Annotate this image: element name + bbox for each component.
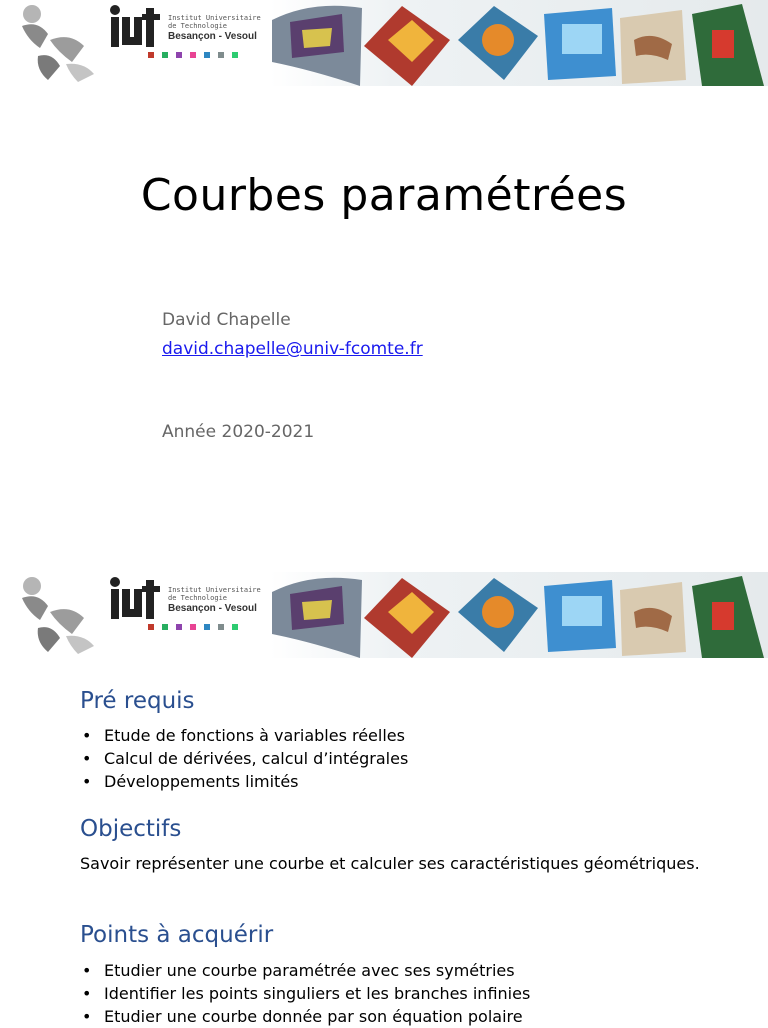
list-item-text: Identifier les points singuliers et les branches infinies <box>104 984 531 1003</box>
institute-name <box>168 14 278 43</box>
bullet-icon: • <box>82 984 92 1003</box>
list-item <box>80 959 530 982</box>
color-dots <box>148 52 238 58</box>
list-item <box>80 1005 530 1028</box>
university-logo-icon <box>18 576 104 656</box>
color-dot <box>148 52 154 58</box>
list-item-text: Développements limités <box>104 772 299 791</box>
objectifs-heading: Objectifs <box>80 816 182 842</box>
institute-line1: Institut Universitaire <box>168 586 261 594</box>
presentation-title: Courbes paramétrées <box>140 170 628 221</box>
color-dot <box>148 624 154 630</box>
institute-line2: de Technologie <box>168 594 228 602</box>
points-list <box>80 959 530 1028</box>
institute-city: Besançon - Vesoul <box>168 603 257 614</box>
institute-name <box>168 586 278 615</box>
color-dot <box>162 52 168 58</box>
color-dot <box>190 52 196 58</box>
color-dot <box>218 624 224 630</box>
bullet-icon: • <box>82 961 92 980</box>
color-dot <box>176 624 182 630</box>
slide1-banner <box>0 0 768 90</box>
list-item-text: Etude de fonctions à variables réelles <box>104 726 405 745</box>
university-logo-icon <box>18 4 104 84</box>
color-dot <box>232 52 238 58</box>
list-item <box>80 982 530 1005</box>
author-name: David Chapelle <box>162 310 291 330</box>
objectifs-text: Savoir représenter une courbe et calculer ses caractéristiques géométriques. <box>80 854 700 873</box>
institute-city: Besançon - Vesoul <box>168 31 257 42</box>
list-item-text: Calcul de dérivées, calcul d’intégrales <box>104 749 409 768</box>
institute-line2: de Technologie <box>168 22 228 30</box>
bullet-icon: • <box>82 1007 92 1026</box>
photo-collage-image <box>272 572 768 662</box>
list-item <box>80 770 408 793</box>
list-item-text: Etudier une courbe paramétrée avec ses symétries <box>104 961 515 980</box>
photo-collage-image <box>272 0 768 90</box>
iut-logo-icon <box>106 576 164 622</box>
prerequis-list <box>80 724 408 793</box>
academic-year: Année 2020-2021 <box>162 422 315 442</box>
color-dot <box>232 624 238 630</box>
bullet-icon: • <box>82 726 92 745</box>
institute-line1: Institut Universitaire <box>168 14 261 22</box>
color-dot <box>176 52 182 58</box>
list-item <box>80 724 408 747</box>
prerequis-heading: Pré requis <box>80 688 195 714</box>
slide2-banner <box>0 572 768 662</box>
color-dot <box>204 624 210 630</box>
list-item <box>80 747 408 770</box>
color-dots <box>148 624 238 630</box>
list-item-text: Etudier une courbe donnée par son équation polaire <box>104 1007 523 1026</box>
author-email-link[interactable]: david.chapelle@univ-fcomte.fr <box>162 339 423 359</box>
iut-logo-icon <box>106 4 164 50</box>
color-dot <box>162 624 168 630</box>
bullet-icon: • <box>82 749 92 768</box>
color-dot <box>190 624 196 630</box>
bullet-icon: • <box>82 772 92 791</box>
color-dot <box>204 52 210 58</box>
color-dot <box>218 52 224 58</box>
points-heading: Points à acquérir <box>80 922 274 948</box>
